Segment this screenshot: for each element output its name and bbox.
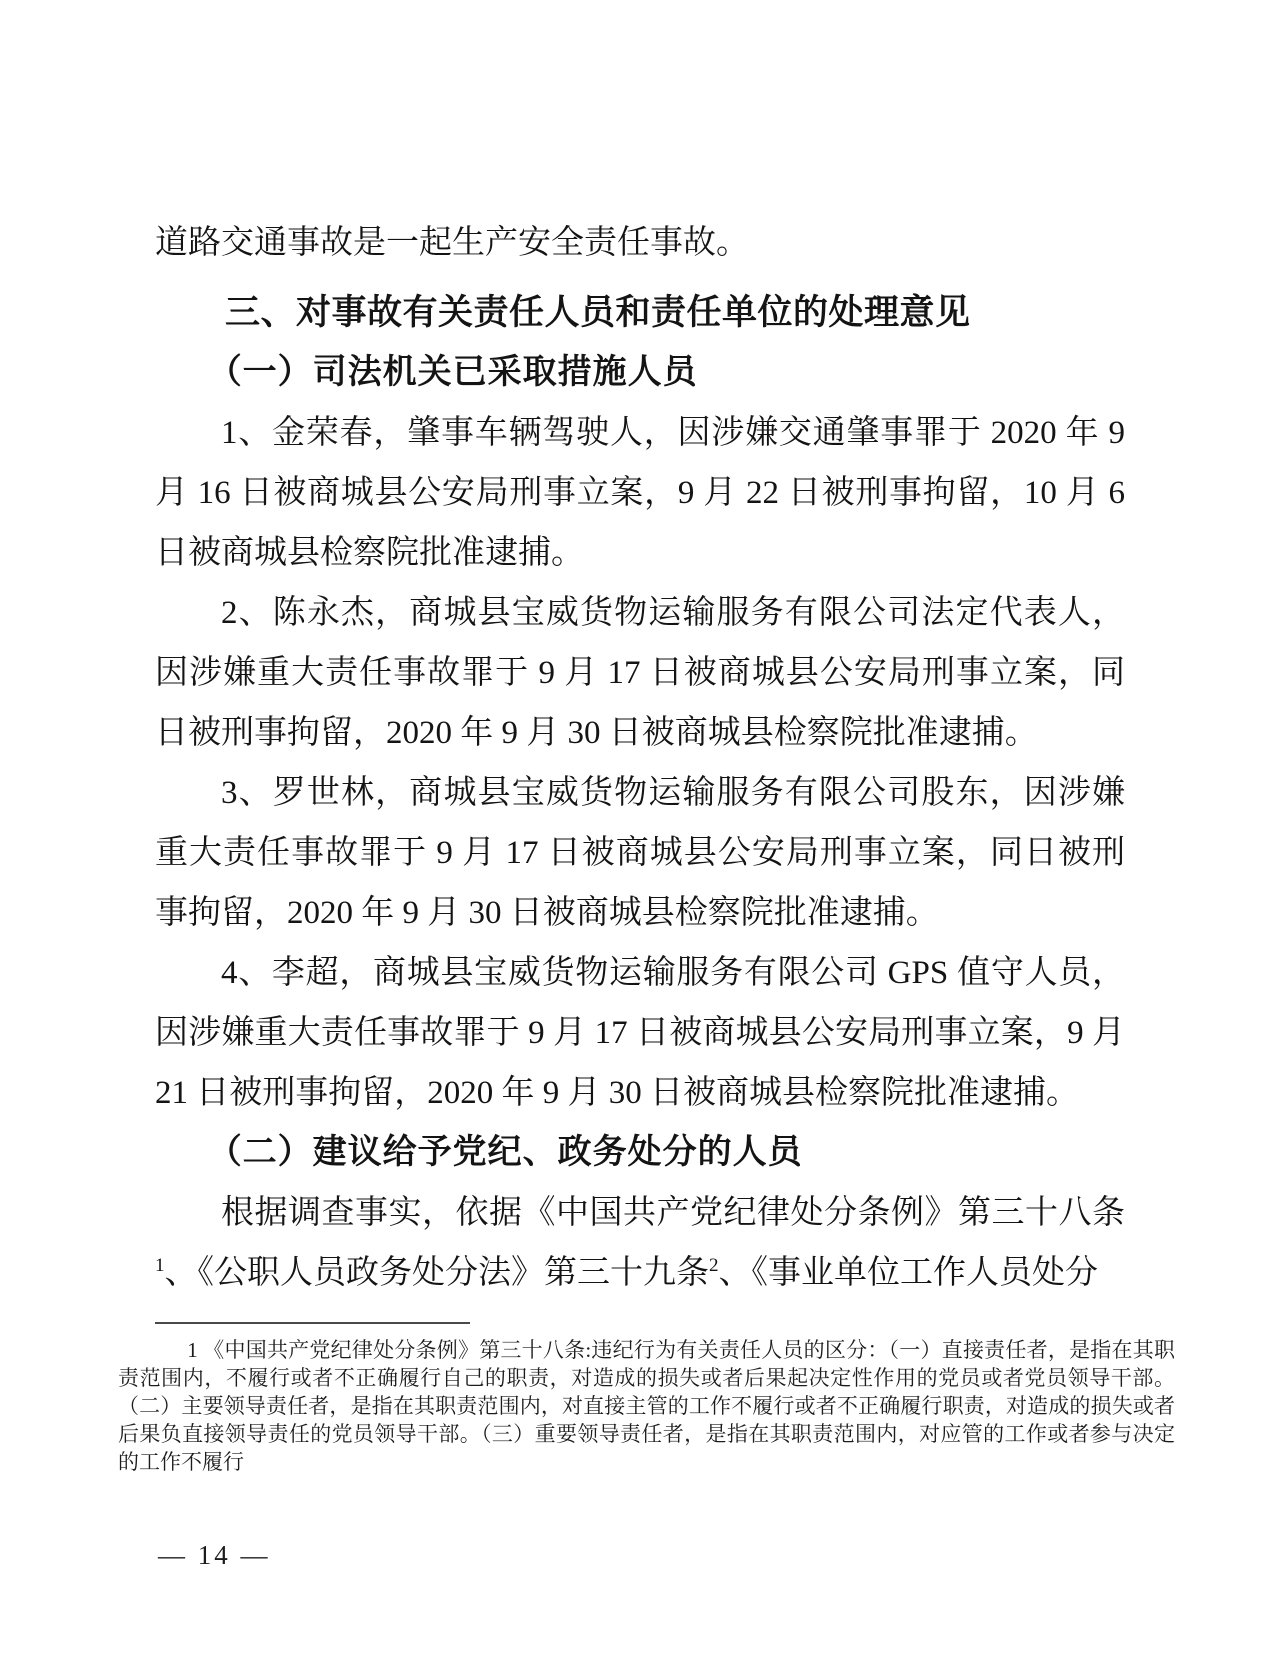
paragraph-person-4: 4、李超，商城县宝威货物运输服务有限公司 GPS 值守人员，因涉嫌重大责任事故罪于 9 月 17 日被商城县公安局刑事立案，9 月 21 日被刑事拘留，2020 年 9 月 30 日被商城县检察院批准逮捕。	[155, 955, 1125, 1111]
subsection-1-heading: （一）司法机关已采取措施人员	[207, 354, 698, 391]
document-body	[155, 213, 1125, 1303]
footnote-1: 1 《中国共产党纪律处分条例》第三十八条:违纪行为有关责任人员的区分：（一）直接责任者，是指在其职责范围内，不履行或者不正确履行自己的职责，对造成的损失或者后果起决定性作用的党员或者党员领导干部。（二）主要领导责任者，是指在其职责范围内，对直接主管的工作不履行或者不正确履行职责，对造成的损失或者后果负直接领导责任的党员领导干部。（三）重要领导责任者，是指在其职责范围内，对应管的工作或者参与决定的工作不履行	[118, 1338, 1175, 1474]
paragraph-person-3: 3、罗世林，商城县宝威货物运输服务有限公司股东，因涉嫌重大责任事故罪于 9 月 17 日被商城县公安局刑事立案，同日被刑事拘留，2020 年 9 月 30 日被商城县检察院批准逮捕。	[155, 775, 1125, 931]
footnote-separator	[155, 1322, 470, 1324]
legal-basis-text-1: 根据调查事实，依据《中国共产党纪律处分条例》第三十八条	[221, 1195, 1125, 1231]
paragraph-legal-basis	[155, 1183, 1125, 1303]
section-heading: 三、对事故有关责任人员和责任单位的处理意见	[225, 293, 971, 332]
footnote-area	[118, 1312, 1175, 1476]
paragraph-person-2: 2、陈永杰，商城县宝威货物运输服务有限公司法定代表人，因涉嫌重大责任事故罪于 9 月 17 日被商城县公安局刑事立案，同日被刑事拘留，2020 年 9 月 30 日被商城县检察院批准逮捕。	[155, 595, 1125, 751]
paragraph-continuation: 道路交通事故是一起生产安全责任事故。	[155, 225, 749, 261]
legal-basis-text-3: 、《事业单位工作人员处分	[718, 1255, 1098, 1291]
paragraph-person-1: 1、金荣春，肇事车辆驾驶人，因涉嫌交通肇事罪于 2020 年 9 月 16 日被商城县公安局刑事立案，9 月 22 日被刑事拘留，10 月 6 日被商城县检察院批准逮捕。	[155, 415, 1125, 571]
legal-basis-text-2: 、《公职人员政务处分法》第三十九条	[164, 1255, 709, 1291]
subsection-2-heading: （二）建议给予党纪、政务处分的人员	[207, 1134, 803, 1171]
page-number: — 14 —	[158, 1540, 271, 1570]
footnote-ref-1: 1	[155, 1255, 165, 1276]
footnote-ref-2: 2	[709, 1255, 719, 1276]
